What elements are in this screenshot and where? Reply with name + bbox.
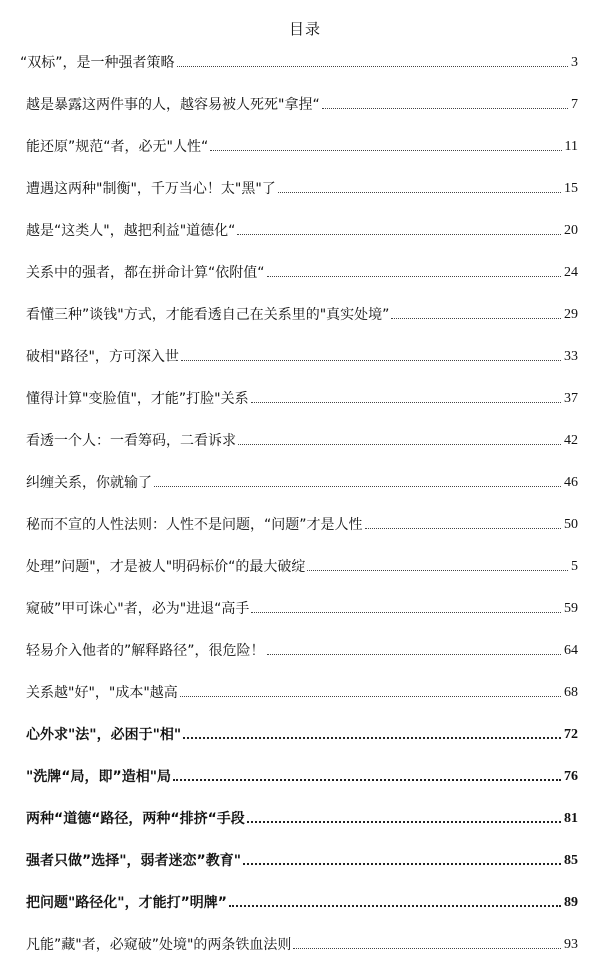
toc-entry-title: “双标”，是一种强者策略 bbox=[20, 55, 175, 71]
toc-entry[interactable] bbox=[26, 760, 578, 786]
toc-entry[interactable] bbox=[26, 424, 578, 450]
toc-entry-title: 破相"路径"，方可深入世 bbox=[26, 349, 179, 365]
dot-leader bbox=[181, 360, 561, 361]
toc-entry-title: 懂得计算"变脸值"，才能”打脸"关系 bbox=[26, 391, 249, 407]
toc-title: 目录 bbox=[288, 20, 321, 38]
dot-leader bbox=[251, 612, 561, 613]
toc-entry-title: 处理”问题"，才是被人"明码标价“的最大破绽 bbox=[26, 559, 306, 575]
toc-entry[interactable] bbox=[26, 382, 578, 408]
toc-entry[interactable] bbox=[26, 592, 578, 618]
toc-page-number: 81 bbox=[564, 811, 578, 826]
toc-page-number: 46 bbox=[564, 475, 578, 490]
dot-leader bbox=[307, 570, 568, 571]
toc-page-number: 50 bbox=[564, 517, 578, 532]
dot-leader bbox=[177, 66, 568, 67]
dot-leader bbox=[210, 150, 561, 151]
toc-page-number: 68 bbox=[564, 685, 578, 700]
dot-leader bbox=[247, 821, 561, 823]
toc-page-number: 85 bbox=[564, 853, 578, 868]
toc-page-number: 76 bbox=[564, 769, 578, 784]
toc-entry[interactable] bbox=[26, 844, 578, 870]
toc-page-number: 11 bbox=[564, 139, 578, 154]
toc-entry[interactable] bbox=[26, 634, 578, 660]
toc-entry-title: 关系越"好"，"成本"越高 bbox=[26, 685, 178, 701]
toc-page-number: 93 bbox=[564, 937, 578, 952]
toc-entry-title: 心外求"法"，必困于"相" bbox=[26, 727, 182, 743]
dot-leader bbox=[278, 192, 561, 193]
dot-leader bbox=[238, 444, 561, 445]
toc-page-number: 29 bbox=[564, 307, 578, 322]
dot-leader bbox=[243, 863, 561, 865]
dot-leader bbox=[267, 654, 561, 655]
dot-leader bbox=[229, 905, 561, 907]
toc-entry-title: 强者只做”选择"，弱者迷恋”教育" bbox=[26, 853, 241, 869]
dot-leader bbox=[180, 696, 561, 697]
toc-entry-title: 关系中的强者，都在拼命计算“依附值“ bbox=[26, 265, 265, 281]
toc-entry[interactable] bbox=[26, 718, 578, 744]
toc-page-number: 20 bbox=[564, 223, 578, 238]
toc-entry-title: 遭遇这两种"制衡"，千万当心！太"黑"了 bbox=[26, 181, 276, 197]
toc-entry-title: 能还原”规范“者，必无"人性“ bbox=[26, 139, 209, 155]
toc-entry[interactable] bbox=[26, 130, 578, 156]
toc-entry-title: 窥破”甲可诛心"者，必为"进退“高手 bbox=[26, 601, 250, 617]
toc-page-number: 3 bbox=[571, 55, 578, 70]
toc-entry-title: 看懂三种”谈钱"方式，才能看透自己在关系里的"真实处境” bbox=[26, 307, 390, 323]
toc-entry[interactable] bbox=[26, 550, 578, 576]
toc-page-number: 37 bbox=[564, 391, 578, 406]
toc-page-number: 64 bbox=[564, 643, 578, 658]
toc-entry[interactable] bbox=[26, 172, 578, 198]
toc-page-number: 24 bbox=[564, 265, 578, 280]
toc-entry[interactable] bbox=[26, 508, 578, 534]
toc-page-number: 72 bbox=[564, 727, 578, 742]
dot-leader bbox=[173, 779, 561, 781]
toc-entry-title: 越是暴露这两件事的人，越容易被人死死"拿捏“ bbox=[26, 97, 320, 113]
toc-page-number: 59 bbox=[564, 601, 578, 616]
toc-entry[interactable] bbox=[26, 886, 578, 912]
toc-page-number: 7 bbox=[571, 97, 578, 112]
dot-leader bbox=[391, 318, 561, 319]
toc-entry-title: 轻易介入他者的”解释路径”，很危险！ bbox=[26, 643, 265, 659]
toc-entry-title: "洗牌“局，即”造相"局 bbox=[26, 769, 171, 785]
toc-page-number: 15 bbox=[564, 181, 578, 196]
dot-leader bbox=[251, 402, 561, 403]
toc-entry-title: 秘而不宣的人性法则：人性不是问题，“问题”才是人性 bbox=[26, 517, 363, 533]
toc-entry[interactable] bbox=[26, 88, 578, 114]
toc-entry[interactable] bbox=[26, 928, 578, 954]
toc-page-number: 33 bbox=[564, 349, 578, 364]
toc-entry[interactable] bbox=[26, 466, 578, 492]
toc-page-number: 89 bbox=[564, 895, 578, 910]
toc-entry-title: 看透一个人：一看筹码，二看诉求 bbox=[26, 433, 236, 449]
dot-leader bbox=[183, 737, 561, 739]
toc-entry[interactable] bbox=[26, 298, 578, 324]
dot-leader bbox=[154, 486, 561, 487]
toc-entry[interactable] bbox=[26, 802, 578, 828]
toc-page-number: 42 bbox=[564, 433, 578, 448]
toc-entry[interactable] bbox=[26, 214, 578, 240]
dot-leader bbox=[322, 108, 568, 109]
dot-leader bbox=[267, 276, 561, 277]
toc-entry[interactable] bbox=[26, 340, 578, 366]
dot-leader bbox=[237, 234, 561, 235]
toc-entry-title: 把问题"路径化"，才能打”明牌” bbox=[26, 895, 227, 911]
dot-leader bbox=[293, 948, 561, 949]
toc-entry-title: 越是“这类人"，越把利益"道德化“ bbox=[26, 223, 236, 239]
toc-entry[interactable] bbox=[26, 256, 578, 282]
toc-page-number: 5 bbox=[571, 559, 578, 574]
toc-entry[interactable] bbox=[20, 46, 578, 72]
toc-entry-title: 纠缠关系，你就输了 bbox=[26, 475, 152, 491]
dot-leader bbox=[365, 528, 561, 529]
toc-entry[interactable] bbox=[26, 676, 578, 702]
toc-entry-title: 凡能”藏"者，必窥破”处境"的两条铁血法则 bbox=[26, 937, 292, 953]
toc-entry-title: 两种“道德“路径，两种“排挤“手段 bbox=[26, 811, 245, 827]
